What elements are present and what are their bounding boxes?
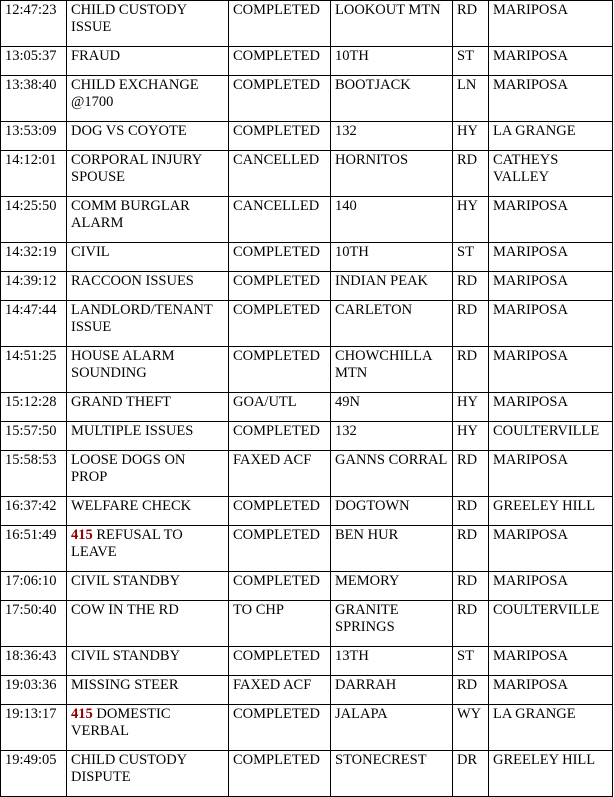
time-cell: 14:12:01 — [1, 151, 67, 197]
street-suffix-cell: ST — [453, 647, 489, 676]
table-row — [1, 76, 613, 122]
call-type-text: CORPORAL INJURY SPOUSE — [71, 152, 202, 185]
city-cell: MARIPOSA — [489, 1, 613, 47]
table-row — [1, 705, 613, 751]
call-type-text: WELFARE CHECK — [71, 498, 192, 514]
street-suffix-cell: HY — [453, 393, 489, 422]
call-type-cell — [67, 272, 229, 301]
call-type-cell — [67, 676, 229, 705]
street-suffix-cell: HY — [453, 122, 489, 151]
table-row — [1, 526, 613, 572]
call-type-text: LOOSE DOGS ON PROP — [71, 452, 186, 485]
street-cell: BEN HUR — [331, 526, 453, 572]
call-type-cell — [67, 601, 229, 647]
street-cell: 49N — [331, 393, 453, 422]
city-cell: LA GRANGE — [489, 122, 613, 151]
time-cell: 18:36:43 — [1, 647, 67, 676]
table-row — [1, 497, 613, 526]
table-row — [1, 393, 613, 422]
call-type-cell — [67, 347, 229, 393]
table-row — [1, 751, 613, 797]
status-cell: COMPLETED — [229, 122, 331, 151]
status-cell: COMPLETED — [229, 422, 331, 451]
call-type-text: REFUSAL TO LEAVE — [71, 527, 183, 560]
street-cell: GRANITE SPRINGS — [331, 601, 453, 647]
city-cell: MARIPOSA — [489, 451, 613, 497]
street-cell: GANNS CORRAL — [331, 451, 453, 497]
street-suffix-cell: RD — [453, 451, 489, 497]
time-cell: 15:57:50 — [1, 422, 67, 451]
penal-code: 415 — [71, 706, 93, 722]
time-cell: 13:38:40 — [1, 76, 67, 122]
street-suffix-cell: RD — [453, 601, 489, 647]
call-type-cell — [67, 47, 229, 76]
status-cell: COMPLETED — [229, 572, 331, 601]
call-type-cell — [67, 705, 229, 751]
street-suffix-cell: HY — [453, 422, 489, 451]
time-cell: 16:37:42 — [1, 497, 67, 526]
call-type-text: CHILD CUSTODY ISSUE — [71, 2, 187, 35]
city-cell: MARIPOSA — [489, 647, 613, 676]
street-suffix-cell: RD — [453, 151, 489, 197]
time-cell: 15:58:53 — [1, 451, 67, 497]
street-cell: HORNITOS — [331, 151, 453, 197]
table-row — [1, 676, 613, 705]
table-row — [1, 243, 613, 272]
status-cell: COMPLETED — [229, 1, 331, 47]
call-type-text: COMM BURGLAR ALARM — [71, 198, 190, 231]
call-type-cell — [67, 76, 229, 122]
city-cell: GREELEY HILL — [489, 751, 613, 797]
street-suffix-cell: ST — [453, 243, 489, 272]
street-cell: CHOWCHILLA MTN — [331, 347, 453, 393]
city-cell: GREELEY HILL — [489, 497, 613, 526]
status-cell: CANCELLED — [229, 197, 331, 243]
street-suffix-cell: ST — [453, 47, 489, 76]
time-cell: 17:50:40 — [1, 601, 67, 647]
time-cell: 12:47:23 — [1, 1, 67, 47]
street-suffix-cell: RD — [453, 526, 489, 572]
call-type-cell — [67, 151, 229, 197]
status-cell: COMPLETED — [229, 751, 331, 797]
call-log-body — [1, 1, 613, 797]
street-cell: 10TH — [331, 243, 453, 272]
call-type-text: DOG VS COYOTE — [71, 123, 187, 139]
status-cell: FAXED ACF — [229, 451, 331, 497]
call-type-cell — [67, 751, 229, 797]
call-type-cell — [67, 572, 229, 601]
call-type-cell — [67, 122, 229, 151]
time-cell: 14:25:50 — [1, 197, 67, 243]
call-type-text: MULTIPLE ISSUES — [71, 423, 194, 439]
table-row — [1, 197, 613, 243]
table-row — [1, 572, 613, 601]
call-type-text: DOMESTIC VERBAL — [71, 706, 171, 739]
table-row — [1, 1, 613, 47]
table-row — [1, 422, 613, 451]
call-type-text: MISSING STEER — [71, 677, 179, 693]
call-type-cell — [67, 526, 229, 572]
call-type-cell — [67, 422, 229, 451]
call-type-cell — [67, 1, 229, 47]
call-type-text: RACCOON ISSUES — [71, 273, 194, 289]
status-cell: COMPLETED — [229, 272, 331, 301]
street-cell: DOGTOWN — [331, 497, 453, 526]
time-cell: 13:53:09 — [1, 122, 67, 151]
status-cell: COMPLETED — [229, 76, 331, 122]
city-cell: MARIPOSA — [489, 47, 613, 76]
street-suffix-cell: RD — [453, 572, 489, 601]
street-cell: 140 — [331, 197, 453, 243]
time-cell: 19:49:05 — [1, 751, 67, 797]
time-cell: 14:51:25 — [1, 347, 67, 393]
table-row — [1, 272, 613, 301]
table-row — [1, 122, 613, 151]
status-cell: GOA/UTL — [229, 393, 331, 422]
status-cell: COMPLETED — [229, 497, 331, 526]
call-type-cell — [67, 197, 229, 243]
table-row — [1, 647, 613, 676]
table-row — [1, 301, 613, 347]
call-type-text: HOUSE ALARM SOUNDING — [71, 348, 175, 381]
time-cell: 14:39:12 — [1, 272, 67, 301]
city-cell: MARIPOSA — [489, 301, 613, 347]
street-suffix-cell: RD — [453, 272, 489, 301]
status-cell: FAXED ACF — [229, 676, 331, 705]
city-cell: CATHEYS VALLEY — [489, 151, 613, 197]
street-cell: STONECREST — [331, 751, 453, 797]
call-type-cell — [67, 497, 229, 526]
street-cell: 10TH — [331, 47, 453, 76]
table-row — [1, 151, 613, 197]
time-cell: 19:13:17 — [1, 705, 67, 751]
street-suffix-cell: RD — [453, 347, 489, 393]
street-cell: BOOTJACK — [331, 76, 453, 122]
city-cell: MARIPOSA — [489, 243, 613, 272]
time-cell: 15:12:28 — [1, 393, 67, 422]
city-cell: MARIPOSA — [489, 76, 613, 122]
call-type-cell — [67, 451, 229, 497]
street-suffix-cell: LN — [453, 76, 489, 122]
status-cell: COMPLETED — [229, 301, 331, 347]
time-cell: 14:32:19 — [1, 243, 67, 272]
call-type-text: LANDLORD/TENANT ISSUE — [71, 302, 213, 335]
call-type-text: CHILD EXCHANGE @1700 — [71, 77, 199, 110]
city-cell: LA GRANGE — [489, 705, 613, 751]
street-suffix-cell: RD — [453, 1, 489, 47]
street-suffix-cell: RD — [453, 301, 489, 347]
time-cell: 16:51:49 — [1, 526, 67, 572]
call-type-cell — [67, 301, 229, 347]
city-cell: MARIPOSA — [489, 526, 613, 572]
city-cell: COULTERVILLE — [489, 601, 613, 647]
street-cell: LOOKOUT MTN — [331, 1, 453, 47]
street-cell: CARLETON — [331, 301, 453, 347]
street-cell: 13TH — [331, 647, 453, 676]
status-cell: TO CHP — [229, 601, 331, 647]
city-cell: MARIPOSA — [489, 676, 613, 705]
city-cell: MARIPOSA — [489, 572, 613, 601]
street-cell: 132 — [331, 122, 453, 151]
call-type-cell — [67, 647, 229, 676]
call-type-cell — [67, 393, 229, 422]
city-cell: MARIPOSA — [489, 272, 613, 301]
status-cell: CANCELLED — [229, 151, 331, 197]
call-type-text: FRAUD — [71, 48, 121, 64]
street-cell: MEMORY — [331, 572, 453, 601]
time-cell: 13:05:37 — [1, 47, 67, 76]
city-cell: MARIPOSA — [489, 197, 613, 243]
call-type-text: COW IN THE RD — [71, 602, 179, 618]
street-cell: JALAPA — [331, 705, 453, 751]
street-suffix-cell: RD — [453, 676, 489, 705]
call-type-cell — [67, 243, 229, 272]
city-cell: MARIPOSA — [489, 393, 613, 422]
call-type-text: CIVIL STANDBY — [71, 573, 181, 589]
status-cell: COMPLETED — [229, 526, 331, 572]
street-cell: 132 — [331, 422, 453, 451]
penal-code: 415 — [71, 527, 93, 543]
city-cell: COULTERVILLE — [489, 422, 613, 451]
status-cell: COMPLETED — [229, 705, 331, 751]
call-type-text: CIVIL — [71, 244, 110, 260]
table-row — [1, 47, 613, 76]
table-row — [1, 451, 613, 497]
city-cell: MARIPOSA — [489, 347, 613, 393]
time-cell: 17:06:10 — [1, 572, 67, 601]
street-suffix-cell: DR — [453, 751, 489, 797]
status-cell: COMPLETED — [229, 347, 331, 393]
call-type-text: CIVIL STANDBY — [71, 648, 181, 664]
street-cell: DARRAH — [331, 676, 453, 705]
status-cell: COMPLETED — [229, 243, 331, 272]
status-cell: COMPLETED — [229, 47, 331, 76]
call-type-text: GRAND THEFT — [71, 394, 172, 410]
table-row — [1, 601, 613, 647]
call-type-text: CHILD CUSTODY DISPUTE — [71, 752, 187, 785]
status-cell: COMPLETED — [229, 647, 331, 676]
street-cell: INDIAN PEAK — [331, 272, 453, 301]
table-row — [1, 347, 613, 393]
street-suffix-cell: RD — [453, 497, 489, 526]
time-cell: 14:47:44 — [1, 301, 67, 347]
time-cell: 19:03:36 — [1, 676, 67, 705]
street-suffix-cell: HY — [453, 197, 489, 243]
street-suffix-cell: WY — [453, 705, 489, 751]
